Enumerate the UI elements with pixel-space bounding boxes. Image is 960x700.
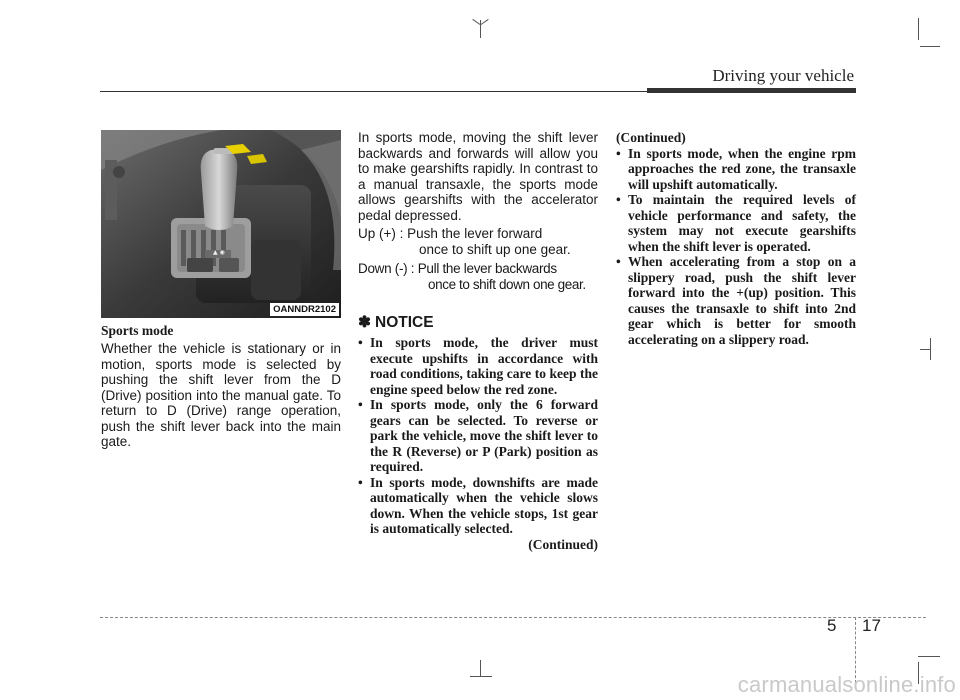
footer-rule: [100, 617, 926, 618]
sports-mode-heading: Sports mode: [101, 323, 174, 338]
down-term: Down (-): [358, 261, 408, 276]
figure-code: OANNDR2102: [270, 303, 339, 316]
watermark: carmanualsonline.info: [737, 672, 956, 697]
svg-text:▲ ◉: ▲ ◉: [213, 249, 225, 256]
continued-heading: (Continued): [616, 130, 686, 145]
shift-lever-photo: [101, 130, 341, 318]
notice-item: • In sports mode, downshifts are made automatically when the vehicle slows down. When the vehicle stops, 1st gear is automatically selected.: [358, 475, 598, 537]
notice-heading: [358, 313, 434, 332]
header-rule-accent: [647, 88, 856, 93]
notice-title: NOTICE: [375, 314, 434, 331]
sports-mode-description: In sports mode, moving the shift lever backwards and forwards will allow you to make gearshifts rapidly. In contrast to a manual transaxle, the sports mode allows gearshifts with the accelerator pedal depressed.: [358, 130, 598, 223]
up-line2: once to shift up one gear.: [419, 241, 571, 257]
notice-item: • To maintain the required levels of vehicle performance and safety, the system may not execute gearshifts when the shift lever is operated.: [616, 192, 856, 254]
crop-mark-bottom: [480, 660, 481, 676]
notice-list: [358, 335, 598, 552]
chapter-number: 5: [827, 616, 837, 635]
crop-mark-top-right: [920, 46, 940, 47]
down-line2: once to shift down one gear.: [428, 276, 586, 292]
sports-mode-paragraph: Whether the vehicle is stationary or in motion, sports mode is selected by pushing the shift lever from the D (Drive) position into the manual gate. To return to D (Drive) range operation, push the shift lever back into the main gate.: [101, 341, 341, 449]
section-title: Driving your vehicle: [712, 66, 854, 85]
continued-label: (Continued): [528, 536, 598, 552]
crop-mark-top-right: [918, 18, 919, 40]
notice-item: • In sports mode, only the 6 forward gears can be selected. To reverse or park the vehicle, move the shift lever to the R (Reverse) or P (Park) position as required.: [358, 397, 598, 475]
up-separator: :: [395, 226, 408, 241]
gear-shift-lever-illustration: [101, 130, 341, 318]
crop-mark-bottom-right: [918, 656, 940, 657]
page-number: 17: [862, 616, 881, 635]
crop-mark-right: [920, 349, 931, 350]
up-term: Up (+): [358, 226, 396, 241]
up-shift-definition: [358, 226, 598, 257]
down-separator: :: [407, 261, 418, 276]
right-column: [616, 130, 856, 347]
down-line1: Pull the lever backwards: [417, 261, 557, 276]
up-line1: Push the lever forward: [407, 226, 543, 241]
crop-mark-top: [481, 19, 489, 25]
notice-item: • In sports mode, when the engine rpm approaches the red zone, the transaxle will upshift automatically.: [616, 146, 856, 193]
notice-icon: ✽: [358, 314, 371, 331]
down-shift-definition: [358, 261, 598, 292]
notice-item: • In sports mode, the driver must execute upshifts in accordance with road conditions, taking care to keep the engine speed below the red zone.: [358, 335, 598, 397]
notice-item: • When accelerating from a stop on a slippery road, push the shift lever forward into the +(up) position. This causes the transaxle to shift into 2nd gear which is better for smooth accelerating on a slippery road.: [616, 254, 856, 347]
crop-mark-bottom: [470, 676, 492, 677]
